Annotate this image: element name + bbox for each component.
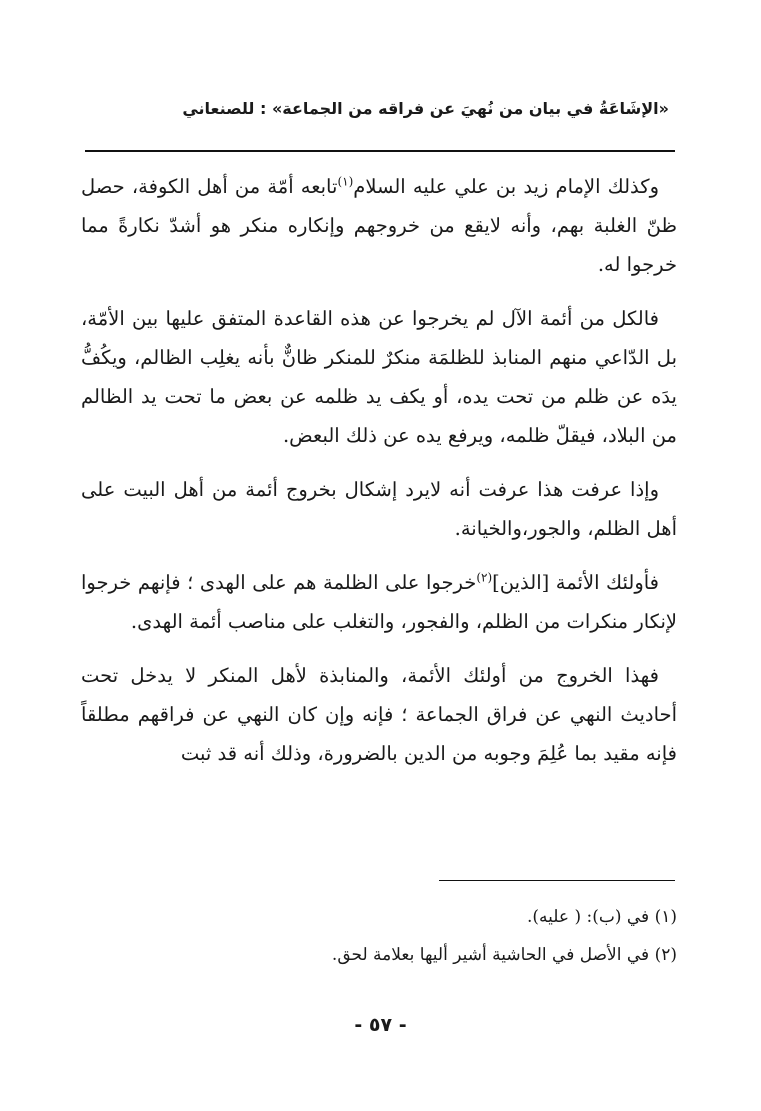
paragraph-4-part-a: فأولئك الأئمة [الذين] xyxy=(492,571,659,594)
footnote-2: (٢) في الأصل في الحاشية أشير أليها بعلامة لحق. xyxy=(331,945,677,965)
paragraph-5: فهذا الخروج من أولئك الأئمة، والمنابذة لأهل المنكر لا يدخل تحت أحاديث النهي عن فراق الجماعة ؛ فإنه وإن كان النهي عن فراقهم مطلقاً فإنه مقيد بما عُلِمَ وجوبه من الدين بالضرورة، وذلك أنه قد ثبت xyxy=(81,664,677,765)
paragraph-4-part-b: خرجوا على الظلمة هم على الهدى ؛ فإنهم خرجوا لإنكار منكرات من الظلم، والفجور، والتغلب على مناصب أئمة الهدى. xyxy=(81,571,677,633)
header-divider xyxy=(85,150,675,152)
running-header: «الإشَاعَةُ في بيان من نُهيَ عن فراقه من الجماعة» : للصنعاني xyxy=(182,99,669,118)
paragraph-3: وإذا عرفت هذا عرفت أنه لايرد إشكال بخروج أئمة من أهل البيت على أهل الظلم، والجور،والخيانة. xyxy=(81,478,677,540)
paragraph-4 xyxy=(81,563,677,641)
footnote-1: (١) في (ب): ( عليه). xyxy=(526,907,677,927)
footnotes xyxy=(81,898,677,974)
footnote-ref-2: (٢) xyxy=(476,570,493,585)
main-text xyxy=(81,167,677,788)
page-number: - ٥٧ - xyxy=(354,1014,407,1036)
paragraph-1-part-a: وكذلك الإمام زيد بن علي عليه السلام xyxy=(353,175,659,198)
footnote-ref-1: (١) xyxy=(337,174,354,189)
paragraph-1 xyxy=(81,167,677,284)
paragraph-2: فالكل من أئمة الآل لم يخرجوا عن هذه القاعدة المتفق عليها بين الأمّة، بل الدّاعي منهم المنابذ للظلمَة منكرٌ للمنكر ظانٌّ بأنه يغلِب الظالم، ويكُفُّ يدَه عن ظلم من تحت يده، أو يكف يد ظلمه عن بعض ما تحت يد الظالم من البلاد، فيقلّ ظلمه، ويرفع يده عن ذلك البعض. xyxy=(81,307,677,447)
footnote-divider xyxy=(439,880,675,881)
paragraph-1-part-b: تابعه أمّة من أهل الكوفة، حصل ظنّ الغلبة بهم، وأنه لايقع من خروجهم وإنكاره منكر هو أشدّ نكارةً مما خرجوا له. xyxy=(81,175,677,276)
